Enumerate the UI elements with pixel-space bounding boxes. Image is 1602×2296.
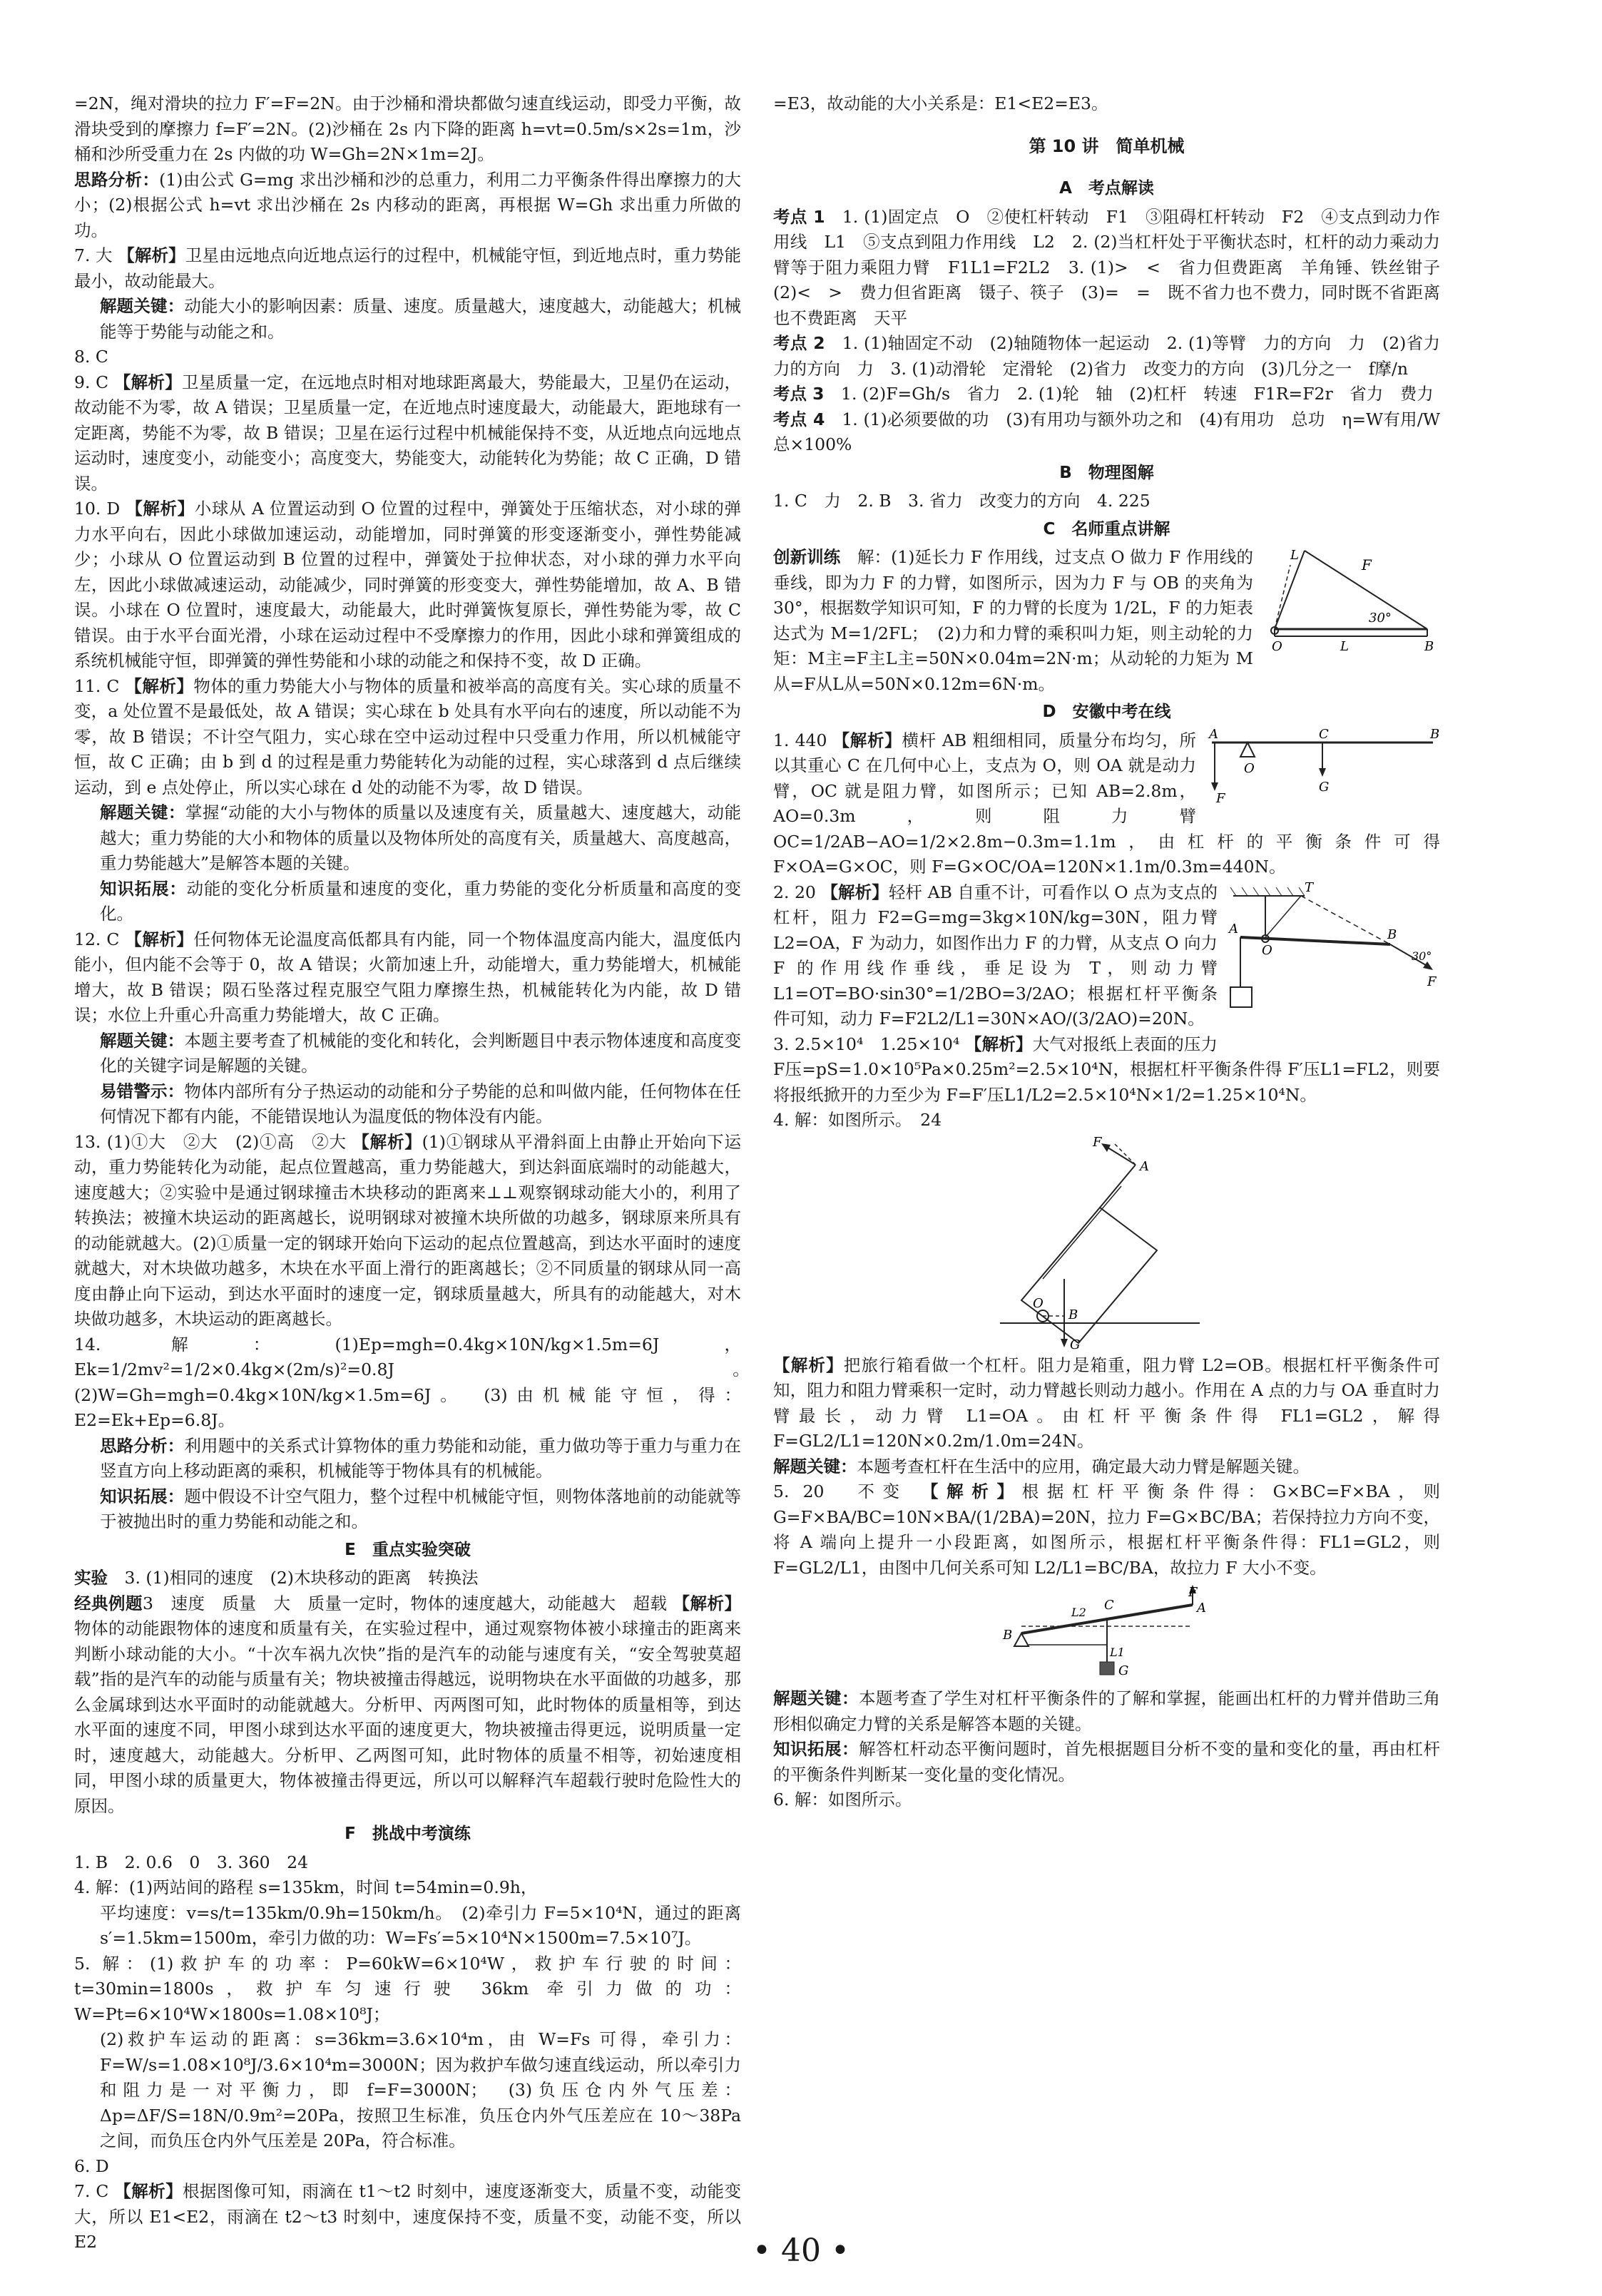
analysis-tag: 【解析】: [114, 2181, 183, 2201]
answer-paragraph: 1. C 力 2. B 3. 省力 改变力的方向 4. 225: [773, 491, 1151, 511]
answer-paragraph: 平均速度：v=s/t=135km/0.9h=150km/h。 (2)牵引力 F=5×10⁴N，通过的距离 s′=1.5km=1500m，牵引力做的功：W=Fs′=5×10⁴N×1500m=7.5×10⁷J。: [100, 1902, 741, 1948]
answer-text: 本题主要考查了机械能的变化和转化，会判断题目中表示物体速度和高度变化的关键字词是解题的关键。: [100, 1030, 742, 1076]
svg-text:O: O: [1262, 942, 1272, 958]
lifted-bar-diagram: [1000, 1583, 1214, 1683]
suitcase-diagram: [971, 1136, 1243, 1350]
left-column: [74, 91, 758, 2255]
svg-text:F: F: [1216, 790, 1225, 806]
crossbar-figure: [1205, 728, 1440, 815]
label: 考点 2: [773, 333, 825, 353]
answer-paragraph: 4. 解：(1)两站间的路程 s=135km，时间 t=54min=0.9h，: [74, 1877, 538, 1897]
svg-text:L: L: [1340, 639, 1349, 652]
answer-text: 1. (1)必须要做的功 (3)有用功与额外功之和 (4)有用功 总功 η=W有用/W总×100%: [773, 409, 1441, 454]
label: 知识拓展：: [100, 878, 187, 899]
question-number: 1. 440: [773, 730, 827, 750]
answer-paragraph: 4. 解：如图所示。 24: [773, 1110, 942, 1130]
answer-text: 物体内部所有分子热运动的动能和分子势能的总和叫做内能，任何物体在任何情况下都有内能，不能错误地认为温度低的物体没有内能。: [100, 1081, 742, 1126]
svg-text:30°: 30°: [1369, 611, 1392, 626]
answer-text: 根据图像可知，雨滴在 t1～t2 时刻中，速度逐渐变大，质量不变，动能变大，所以 E1<E2，雨滴在 t2～t3 时刻中，速度保持不变，质量不变，动能不变，所以 E2: [74, 2181, 741, 2252]
question-number: 9. C: [74, 372, 109, 392]
answer-text: 动能的变化分析质量和速度的变化，重力势能的变化分析质量和高度的变化。: [100, 878, 742, 924]
answer-paragraph: (2)救护车运动的距离：s=36km=3.6×10⁴m，由 W=Fs 可得，牵引力：F=W/s=1.08×10⁸J/3.6×10⁴m=3000N；因为救护车做匀速直线运动，所以牵引力和阻力是一对平衡力，即 f=F=3000N； (3)负压仓内外气压差：Δp=ΔF/S=18N/0.9m²=20Pa，按照卫生标准，负压仓内外气压差应在 10～38Pa 之间，而负压仓内外气压差是 20Pa，符合标准。: [100, 2029, 741, 2150]
svg-text:L1: L1: [1109, 1646, 1125, 1659]
lever-torque-figure: [1262, 545, 1440, 660]
svg-text:G: G: [1118, 1663, 1128, 1678]
svg-text:F: F: [1188, 1585, 1197, 1600]
chapter-title: 第 10 讲 简单机械: [1029, 136, 1185, 156]
section-heading: C 名师重点讲解: [1043, 519, 1170, 539]
label: 考点 1: [773, 206, 825, 227]
answer-text: 物体的重力势能大小与物体的质量和被举高的高度有关。实心球的质量不变，a 处位置不是最低处，故 A 错误；实心球在 b 处具有水平向右的速度，所以动能不为零，故 B 错误；不计空气阻力，实心球在空中运动过程中只受重力作用，所以机械能守恒，故 C 正确；由 b 到 d 的过程是重力势能转化为动能的过程，实心球落到 d 点后继续运动，到 e 点处停止，所以实心球在 d 处的动能不为零，故 D 错误。: [74, 675, 742, 797]
svg-text:L: L: [1290, 548, 1299, 563]
answer-text: 根据杠杆平衡条件得：G×BC=F×BA，则 G=F×BA/BC=10N×BA/(1/2BA)=20N，拉力 F=G×BC/BA；若保持拉力方向不变，将 A 端向上提升一小段距离，如图所示，根据杠杆平衡条件得：FL1=GL2，则 F=GL2/L1，由图中几何关系可知 L2/L1=BC/BA，故拉力 F 大小不变。: [773, 1481, 1441, 1578]
svg-text:O: O: [1272, 639, 1282, 652]
analysis-tag: 【解析】: [113, 372, 182, 392]
answer-text: 1. (1)固定点 O ②使杠杆转动 F1 ③阻碍杠杆转动 F2 ④支点到动力作用线 L1 ⑤支点到阻力作用线 L2 2. (2)当杠杆处于平衡状态时，杠杆的动力乘动力臂等于阻力乘阻力臂 F1L1=F2L2 3. (1)> < 省力但费距离 羊角锤、铁丝钳子 (2)< > 费力但省距离 镊子、筷子 (3)= = 既不省力也不费力，同时既不省距离也不费距离 天平: [773, 206, 1457, 328]
question-number: 2. 20: [773, 882, 816, 902]
right-column: [773, 91, 1457, 1813]
answer-paragraph: 14. 解：(1)Ep=mgh=0.4kg×10N/kg×1.5m=6J，Ek=1/2mv²=1/2×0.4kg×(2m/s)²=0.8J。 (2)W=Gh=mgh=0.4kg×10N/kg×1.5m=6J。 (3)由机械能守恒，得：E2=Ek+Ep=6.8J。: [74, 1334, 758, 1430]
crossbar-diagram: [1205, 728, 1440, 807]
answer-text: 3 速度 质量 大 质量一定时，物体的速度越大，动能越大 超载: [143, 1593, 668, 1613]
section-heading: D 安徽中考在线: [1042, 703, 1171, 721]
label: 实验: [74, 1568, 108, 1588]
analysis-tag: 【解析】: [125, 929, 194, 949]
question-number: 3. 2.5×10⁴ 1.25×10⁴: [773, 1034, 960, 1054]
answer-text: 解答杠杆动态平衡问题时，首先根据题目分析不变的量和变化的量，再由杠杆的平衡条件判断某一变化量的变化情况。: [773, 1739, 1441, 1785]
answer-text: 3. (1)相同的速度 (2)木块移动的距离 转换法: [124, 1568, 479, 1588]
answer-text: 小球从 A 位置运动到 O 位置的过程中，弹簧处于压缩状态，对小球的弹力水平向右，因此小球做加速运动，动能增加，同时弹簧的形变逐渐变小，弹性势能减少；小球从 O 位置运动到 B 位置的过程中，弹簧处于拉伸状态，对小球的弹力水平向左，因此小球做减速运动，动能减少，同时弹簧的形变变大，弹性势能增加，故 A、B 错误。小球在 O 位置时，速度最大，动能最大，此时弹簧恢复原长，弹性势能为零，故 C 错误。由于水平台面光滑，小球在运动过程中不受摩擦力的作用，因此小球和弹簧组成的系统机械能守恒，即弹簧的弹性势能和小球的动能之和保持不变，故 D 正确。: [74, 499, 742, 670]
svg-text:A: A: [1209, 728, 1218, 742]
answer-text: 本题考查了学生对杠杆平衡条件的了解和掌握，能画出杠杆的力臂并借助三角形相似确定力臂的关系是解答本题的关键。: [773, 1688, 1441, 1734]
answer-paragraph: 6. 解：如图所示。: [773, 1790, 912, 1810]
answer-text: 物体的动能跟物体的速度和质量有关，在实验过程中，通过观察物体被小球撞击的距离来判断小球动能的大小。“十次车祸九次快”指的是汽车的动能与速度有关，“安全驾驶莫超载”指的是汽车的动能与质量有关；物块被撞击得越远，说明物块在水平面做的功越多，那么金属球到达水平面时的动能就越大。分析甲、丙两图可知，此时物体的质量相等，到达水平面的速度不同，甲图小球到达水平面的速度更大，物块被撞击得更远，说明质量一定时，速度越大，动能越大。分析甲、乙两图可知，此时物体的质量不相等，初始速度相同，甲图小球的质量更大，物体被撞击得更远，所以可以解释汽车超载行驶时危险性大的原因。: [74, 1618, 741, 1816]
lifted-bar-figure: [773, 1583, 1440, 1683]
question-number: 12. C: [74, 929, 120, 949]
label: 解题关键：: [100, 296, 185, 316]
answer-text: 卫星质量一定，在远地点时相对地球距离最大，势能最大，卫星仍在运动，故动能不为零，故 A 错误；卫星质量一定，在近地点时速度最大，动能最大，距地球有一定距离，势能不为零，故 B 错误；卫星在运行过程中机械能保持不变，从近地点向远地点运动时，速度变小，动能变小；高度变大，势能变大，动能转化为势能；故 C 正确，D 错误。: [74, 372, 742, 494]
suitcase-figure: [773, 1136, 1440, 1350]
section-heading: B 物理图解: [1059, 463, 1154, 482]
question-number: 13. (1)①大 ②大 (2)①高 ②大: [74, 1131, 347, 1152]
analysis-tag: 【解析】: [965, 1034, 1033, 1054]
svg-text:O: O: [1032, 1295, 1044, 1311]
label: 解题关键：: [773, 1688, 859, 1708]
label: 经典例题: [74, 1593, 143, 1613]
section-heading: F 挑战中考演练: [345, 1825, 471, 1843]
analysis-tag: 【解析】: [352, 1131, 422, 1152]
answer-paragraph: 1. B 2. 0.6 0 3. 360 24: [74, 1852, 309, 1872]
svg-text:B: B: [1068, 1307, 1078, 1322]
svg-text:A: A: [1196, 1601, 1206, 1616]
svg-text:A: A: [1139, 1158, 1149, 1174]
answer-paragraph: 5. 解：(1)救护车的功率：P=60kW=6×10⁴W，救护车行驶的时间：t=30min=1800s，救护车匀速行驶 36km 牵引力做的功：W=Pt=6×10⁴W×1800s=1.08×10⁸J；: [74, 1953, 741, 2024]
analysis-tag: 【解析】: [832, 730, 902, 750]
answer-text: 动能大小的影响因素：质量、速度。质量越大，速度越大，动能越大；机械能等于势能与动能之和。: [100, 296, 742, 342]
page-number: • 40 •: [752, 2233, 850, 2269]
label: 知识拓展：: [773, 1739, 859, 1759]
section-heading: E 重点实验突破: [345, 1540, 471, 1559]
svg-text:C: C: [1319, 728, 1329, 742]
section-heading: A 考点解读: [1059, 179, 1154, 198]
answer-text: 解：(1)延长力 F 作用线，过支点 O 做力 F 作用线的垂线，即为力 F 的力臂，如图所示，因为力 F 与 OB 的夹角为 30°，根据数学知识可知，F 的力臂的长度为 1/2L，F 的力矩表达式为 M=1/2FL； (2)力和力臂的乘积叫力矩，则主动轮的力矩：M主=F主L主=50N×0.04m=2N·m；从动轮的力矩为 M从=F从L从=50N×0.12m=6N·m。: [773, 547, 1254, 694]
answer-paragraph: =E3，故动能的大小关系是：E1<E2=E3。: [773, 93, 1108, 113]
answer-text: 把旅行箱看做一个杠杆。阻力是箱重，阻力臂 L2=OB。根据杠杆平衡条件可知，阻力和阻力臂乘积一定时，动力臂越长则动力越小。作用在 A 点的力与 OA 垂直时力臂最长，动力臂 L1=OA。由杠杆平衡条件得 FL1=GL2，解得 F=GL2/L1=120N×0.2m/1.0m=24N。: [773, 1354, 1440, 1451]
label: 考点 4: [773, 409, 825, 429]
answer-text: 利用题中的关系式计算物体的重力势能和动能，重力做功等于重力与重力在竖直方向上移动距离的乘积，机械能等于物体具有的机械能。: [100, 1435, 742, 1481]
question-number: 5. 20 不变: [773, 1481, 908, 1501]
answer-text: 大气对报纸上表面的压力 F压=pS=1.0×10⁵Pa×0.25m²=2.5×10⁴N，根据杠杆平衡条件得 F′压L1=FL2，则要将报纸掀开的力至少为 F=F′压L1/L2=2.5×10⁴N×1/2=1.25×10⁴N。: [773, 1034, 1440, 1105]
light-rod-figure: [1226, 880, 1440, 1031]
svg-text:F: F: [1092, 1136, 1101, 1150]
label: 解题关键：: [773, 1456, 857, 1476]
svg-text:F: F: [1427, 974, 1437, 989]
analysis-tag: 【解析】: [125, 675, 194, 696]
label: 解题关键：: [100, 802, 185, 822]
answer-text: 本题考查杠杆在生活中的应用，确定最大动力臂是解题关键。: [857, 1456, 1310, 1476]
svg-text:C: C: [1103, 1598, 1114, 1613]
answer-text: 1. (2)F=Gh/s 省力 2. (1)轮 轴 (2)杠杆 转速 F1R=F2r 省力 费力: [841, 384, 1434, 404]
answer-text: 掌握“动能的大小与物体的质量以及速度有关，质量越大、速度越大，动能越大；重力势能的大小和物体的质量以及物体所处的高度有关，质量越大、高度越高，重力势能越大”是解答本题的关键。: [100, 802, 742, 873]
label: 解题关键：: [100, 1030, 185, 1051]
page-number-value: 40: [781, 2233, 821, 2269]
label: 知识拓展：: [100, 1486, 185, 1506]
analysis-tag: 【解析】: [118, 245, 185, 265]
question-number: 8. C: [74, 347, 108, 367]
label: 思路分析：: [74, 169, 160, 190]
question-number: 7. 大: [74, 245, 113, 265]
question-number: 10. D: [74, 499, 121, 519]
lever-torque-diagram: [1262, 545, 1440, 652]
svg-text:B: B: [1424, 639, 1434, 652]
svg-text:B: B: [1002, 1628, 1012, 1643]
answer-text: 轻杆 AB 自重不计，可看作以 O 点为支点的杠杆，阻力 F2=G=mg=3kg×10N/kg=30N，阻力臂 L2=OA，F 为动力，如图作出力 F 的力臂，从支点 O 向力 F 的作用线作垂线，垂足设为 T，则动力臂 L1=OT=BO·sin30°=1/2BO=3/2AO；根据杠杆平衡条件可知，动力 F=F2L2/L1=30N×AO/(3/2AO)=20N。: [773, 882, 1218, 1029]
answer-text: 题中假设不计空气阻力，整个过程中机械能守恒，则物体落地前的动能就等于被抛出时的重力势能和动能之和。: [100, 1486, 742, 1531]
analysis-tag: 【解析】: [126, 499, 195, 519]
svg-text:A: A: [1229, 921, 1238, 937]
answer-text: 1. (1)轴固定不动 (2)轴随物体一起运动 2. (1)等臂 力的方向 力 (2)省力 力的方向 力 3. (1)动滑轮 定滑轮 (2)省力 改变力的方向 (3)几分之一 f摩/n: [773, 333, 1457, 379]
answer-paragraph: =2N，绳对滑块的拉力 F′=F=2N。由于沙桶和滑块都做匀速直线运动，即受力平衡，故滑块受到的摩擦力 f=F′=2N。(2)沙桶在 2s 内下降的距离 h=vt=0.5m/s×2s=1m，沙桶和沙所受重力在 2s 内做的功 W=Gh=2N×1m=2J。: [74, 93, 741, 164]
analysis-tag: 【解析】: [921, 1481, 1022, 1501]
svg-text:T: T: [1305, 879, 1314, 895]
svg-text:G: G: [1069, 1337, 1080, 1350]
svg-text:B: B: [1387, 927, 1397, 942]
analysis-tag: 【解析】: [821, 882, 889, 902]
analysis-tag: 【解析】: [673, 1593, 742, 1613]
svg-text:G: G: [1319, 779, 1330, 795]
answer-text: 横杆 AB 粗细相同，质量分布均匀，所以其重心 C 在几何中心上，支点为 O，则 OA 就是动力臂，OC 就是阻力臂，如图所示；已知 AB=2.8m，AO=0.3m，则阻力臂 OC=1/2AB−AO=1/2×2.8m−0.3m=1.1m，由杠杆的平衡条件可得 F×OA=G×OC，则 F=G×OC/OA=120N×1.1m/0.3m=440N。: [773, 730, 1440, 877]
question-number: 7. C: [74, 2181, 109, 2201]
svg-text:30°: 30°: [1412, 949, 1432, 963]
svg-text:B: B: [1430, 728, 1440, 742]
question-number: 6. D: [74, 2155, 109, 2176]
answer-text: 任何物体无论温度高低都具有内能，同一个物体温度高内能大，温度低内能小，但内能不会等于 0，故 A 错误；火箭加速上升，动能增大，重力势能增大，机械能增大，故 B 错误；陨石坠落过程克服空气阻力摩擦生热，机械能转化为内能，故 D 错误；水位上升重心升高重力势能增大，故 C 正确。: [74, 929, 742, 1025]
label: 易错警示：: [100, 1081, 185, 1101]
answer-text: (1)①钢球从平滑斜面上由静止开始向下运动，重力势能转化为动能，起点位置越高，重力势能越大，到达斜面底端时的动能越大，速度越大；②实验中是通过钢球撞击木块移动的距离来⊥⊥观察钢球动能大小的，利用了转换法；被撞木块运动的距离越长，说明钢球对被撞木块所做的功越多，钢球原来所具有的动能就越大。(2)①质量一定的钢球开始向下运动的起点位置越高，到达水平面时的速度就越大，对木块做功越多，木块在水平面上滑行的距离越长；②不同质量的钢球从同一高度由静止向下运动，到达水平面时的速度一定，钢球质量越大，所具有的动能越大，对木块做功越多，木块运动的距离越长。: [74, 1131, 741, 1329]
light-rod-diagram: [1226, 880, 1440, 1023]
svg-text:L2: L2: [1071, 1606, 1086, 1619]
analysis-tag: 【解析】: [773, 1354, 844, 1375]
question-number: 11. C: [74, 675, 120, 696]
label: 创新训练: [773, 547, 841, 567]
svg-text:F: F: [1362, 556, 1372, 573]
svg-text:O: O: [1244, 760, 1255, 776]
answer-text: 卫星由远地点向近地点运行的过程中，机械能守恒，到近地点时，重力势能最小，故动能最大。: [74, 245, 741, 291]
answer-text: (1)由公式 G=mg 求出沙桶和沙的总重力，利用二力平衡条件得出摩擦力的大小；(2)根据公式 h=vt 求出沙桶在 2s 内移动的距离，再根据 W=Gh 求出重力所做的功。: [74, 169, 741, 240]
label: 考点 3: [773, 384, 825, 404]
label: 思路分析：: [100, 1435, 185, 1456]
